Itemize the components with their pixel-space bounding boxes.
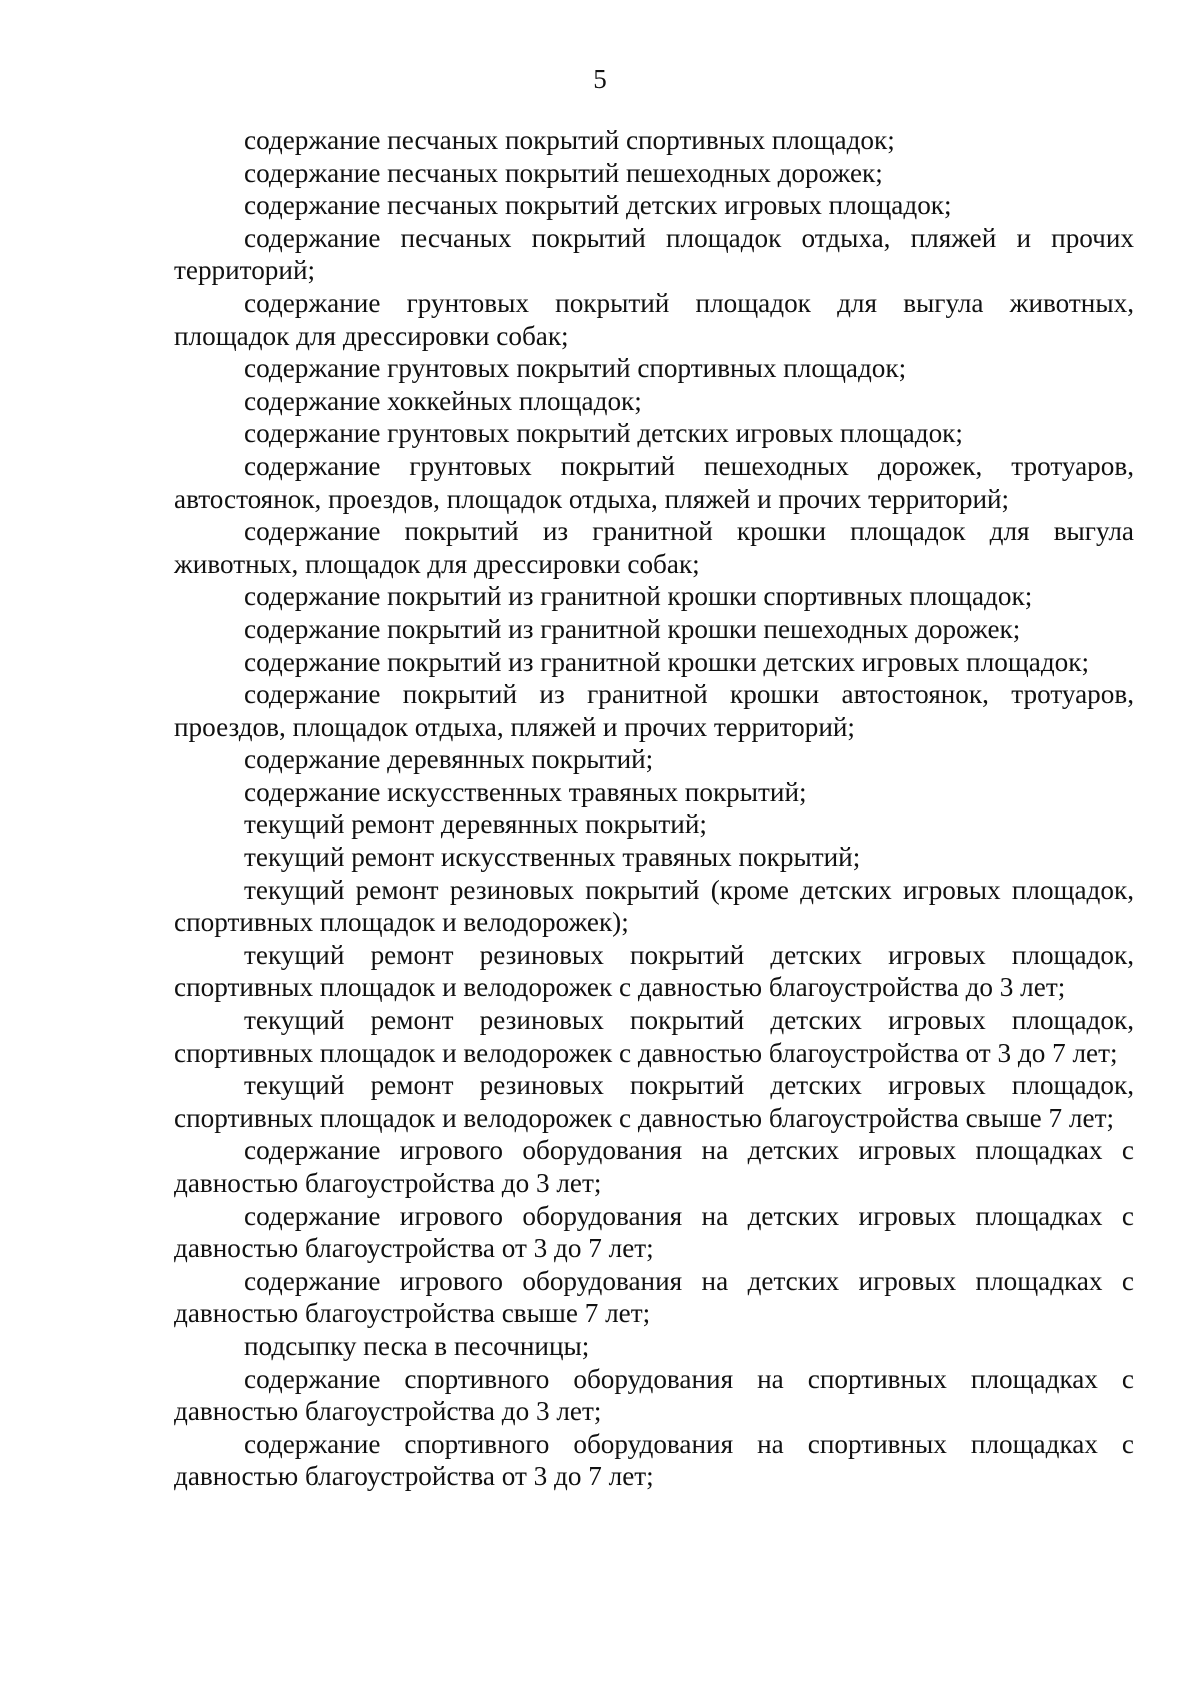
document-body: [174, 124, 1134, 1493]
paragraph: содержание игрового оборудования на детских игровых площадках с давностью благоустройства до 3 лет;: [174, 1135, 1134, 1198]
paragraph: содержание игрового оборудования на детских игровых площадках с давностью благоустройства свыше 7 лет;: [174, 1265, 1134, 1329]
paragraph: текущий ремонт резиновых покрытий детских игровых площадок, спортивных площадок и велодорожек с давностью благоустройства до 3 лет;: [174, 939, 1134, 1003]
paragraph: подсыпку песка в песочницы;: [244, 1330, 590, 1361]
paragraph: содержание покрытий из гранитной крошки спортивных площадок;: [244, 581, 1033, 612]
paragraph: содержание деревянных покрытий;: [244, 744, 654, 775]
paragraph: содержание песчаных покрытий детских игровых площадок;: [244, 190, 952, 221]
paragraph: содержание песчаных покрытий площадок отдыха, пляжей и прочих территорий;: [174, 222, 1134, 286]
paragraph: содержание хоккейных площадок;: [244, 385, 642, 416]
paragraph: содержание игрового оборудования на детских игровых площадках с давностью благоустройства от 3 до 7 лет;: [174, 1200, 1134, 1264]
paragraph: содержание спортивного оборудования на спортивных площадках с давностью благоустройства от 3 до 7 лет;: [174, 1428, 1134, 1492]
paragraph: содержание покрытий из гранитной крошки пешеходных дорожек;: [244, 613, 1021, 644]
paragraph: содержание грунтовых покрытий спортивных площадок;: [244, 353, 907, 384]
paragraph: текущий ремонт резиновых покрытий (кроме детских игровых площадок, спортивных площадок и велодорожек);: [174, 874, 1134, 938]
paragraph: содержание песчаных покрытий пешеходных дорожек;: [244, 157, 883, 188]
paragraph: содержание покрытий из гранитной крошки детских игровых площадок;: [244, 646, 1090, 677]
paragraph: текущий ремонт резиновых покрытий детских игровых площадок, спортивных площадок и велодорожек с давностью благоустройства свыше 7 лет;: [174, 1070, 1134, 1133]
paragraph: содержание грунтовых покрытий пешеходных дорожек, тротуаров, автостоянок, проездов, площадок отдыха, пляжей и прочих территорий;: [174, 450, 1134, 514]
page-number: 5: [593, 64, 607, 94]
paragraph: текущий ремонт искусственных травяных покрытий;: [244, 842, 861, 873]
paragraph: содержание спортивного оборудования на спортивных площадках с давностью благоустройства до 3 лет;: [174, 1363, 1134, 1427]
paragraph: содержание грунтовых покрытий площадок для выгула животных, площадок для дрессировки собак;: [174, 287, 1134, 351]
paragraph: содержание песчаных покрытий спортивных площадок;: [244, 125, 895, 155]
paragraph: содержание грунтовых покрытий детских игровых площадок;: [244, 418, 963, 449]
paragraph: содержание покрытий из гранитной крошки площадок для выгула животных, площадок для дрессировки собак;: [174, 516, 1134, 579]
paragraph: текущий ремонт деревянных покрытий;: [244, 809, 707, 840]
paragraph: содержание покрытий из гранитной крошки автостоянок, тротуаров, проездов, площадок отдыха, пляжей и прочих территорий;: [174, 679, 1134, 742]
paragraph: содержание искусственных травяных покрытий;: [244, 776, 807, 807]
paragraph: текущий ремонт резиновых покрытий детских игровых площадок, спортивных площадок и велодорожек с давностью благоустройства от 3 до 7 лет;: [174, 1005, 1134, 1068]
